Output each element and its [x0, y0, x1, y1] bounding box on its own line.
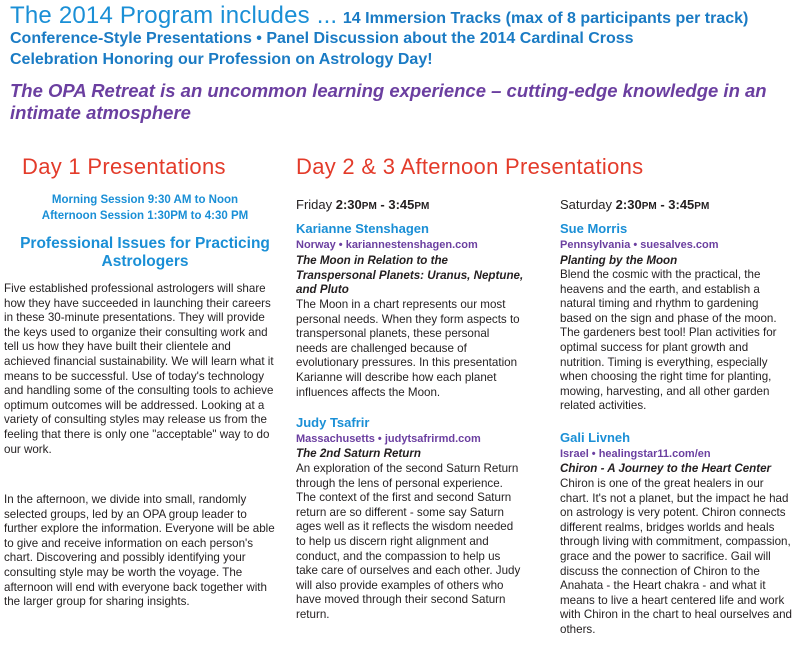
presenter-name: Karianne Stenshagen: [296, 221, 429, 236]
tagline: The OPA Retreat is an uncommon learning experience – cutting-edge knowledge in an intimate atmosphere: [10, 80, 767, 123]
presentation-description: Blend the cosmic with the practical, the heavens and the earth, and establish a natural timing and rhythm to gardening based on the sign and phase of the moon. The gardeners best tool! Plan activities for optimal success for plant growth and nutrition. Timing is everything, especially when choosing the right time for planting, mowing, harvesting, and all other garden related activities.: [560, 268, 777, 413]
presenter-name: Sue Morris: [560, 221, 628, 236]
presentation-title: Chiron - A Journey to the Heart Center: [560, 462, 772, 475]
friday-time: [296, 197, 429, 212]
presenter-name: Gali Livneh: [560, 430, 631, 445]
saturday-time: [560, 197, 709, 212]
day1-paragraph-1: Five established professional astrologers will share how they have succeeded in launching their careers in these 30-minute presentations. They will provide the keys used to organize their consulting work and tell us how they have built their clientele and achieved financial sustainability. We will learn what it means to be successful. Use of today's technology and handling some of the consulting tools to achieve optimum outcomes will be addressed. Looking at a variety of consulting styles may release us from the feeling that there is only one "acceptable" way to do our work.: [4, 282, 274, 456]
presentation-description: An exploration of the second Saturn Return through the lens of personal experience. The context of the first and second Saturn return are so different - some say Saturn ages well as it reflects the wisdom needed to help us discern right alignment and conduct, and the compassion to help us take care of ourselves and each other. Judy will also provide examples of others who have moved through their second Saturn return.: [296, 462, 521, 621]
presenter-location: Pennsylvania • suesalves.com: [560, 239, 719, 251]
day23-heading: Day 2 & 3 Afternoon Presentations: [296, 154, 644, 179]
morning-session: Morning Session 9:30 AM to Noon: [51, 194, 239, 206]
presentation-title: Planting by the Moon: [560, 254, 678, 267]
presenter-location: Israel • healingstar11.com/en: [560, 448, 711, 460]
presenter-name: Judy Tsafrir: [296, 415, 370, 430]
presentation-description: The Moon in a chart represents our most personal needs. When they form aspects to transpersonal planets, these personal needs are challenged because of evolutionary pressures. In this presentation Karianne will describe how each planet influences affects the Moon.: [296, 298, 520, 399]
day1-paragraph-2: In the afternoon, we divide into small, randomly selected groups, led by an OPA group leader to further explore the information. Everyone will be able to give and receive information on each person's chart. Discovering and possibly identifying your consulting style may be worth the voyage. The afternoon will end with everyone back together with the larger group for sharing insights.: [4, 493, 275, 609]
presenter-location: Massachusetts • judytsafrirmd.com: [296, 433, 481, 445]
friday-end-pm: PM: [414, 201, 430, 212]
friday-start-pm: PM: [361, 201, 377, 212]
saturday-end-pm: PM: [694, 201, 710, 212]
presenter-location: Norway • kariannestenshagen.com: [296, 239, 478, 251]
saturday-end: 3:45: [668, 197, 695, 212]
saturday-sep: -: [656, 197, 669, 212]
presentation-description: Chiron is one of the great healers in our chart. It's not a planet, but the impact he had on astrology is very potent. Chiron connects different realms, bridges worlds and heals through living with commitment, compassion, grace and the power to sacrifice. Gail will discuss the connection of Chiron to the Anahata - the Heart chakra - and what it means to live a heart centered life and work with Chiron in the chart to heal ourselves and others.: [560, 477, 793, 636]
program-header: [10, 2, 748, 30]
friday-start: 2:30: [335, 197, 362, 212]
friday-end: 3:45: [388, 197, 415, 212]
presentation-title: The 2nd Saturn Return: [296, 447, 421, 460]
afternoon-session: Afternoon Session 1:30PM to 4:30 PM: [41, 210, 249, 222]
saturday-start-pm: PM: [641, 201, 657, 212]
program-lead: The 2014 Program includes ...: [10, 2, 338, 29]
program-tracks: 14 Immersion Tracks (max of 8 participants per track): [342, 10, 749, 27]
saturday-start: 2:30: [615, 197, 642, 212]
program-line-3: Celebration Honoring our Profession on Astrology Day!: [10, 51, 433, 68]
saturday-label: Saturday: [560, 197, 613, 212]
day1-heading: Day 1 Presentations: [22, 154, 226, 179]
presentation-title: The Moon in Relation to the Transpersonal Planets: Uranus, Neptune, and Pluto: [296, 254, 524, 297]
day1-title: Professional Issues for Practicing Astrologers: [20, 235, 270, 270]
friday-sep: -: [376, 197, 389, 212]
friday-label: Friday: [296, 197, 333, 212]
program-line-2: Conference-Style Presentations • Panel Discussion about the 2014 Cardinal Cross: [10, 30, 634, 47]
